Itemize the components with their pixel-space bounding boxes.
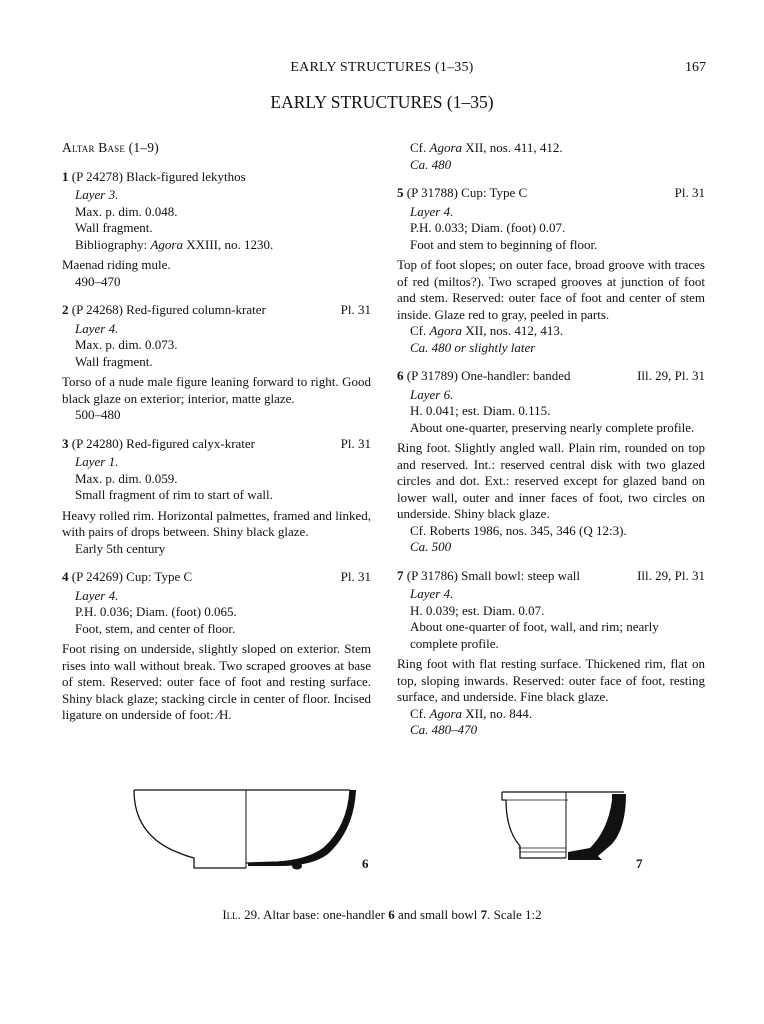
entry-plate: Ill. 29, Pl. 31 xyxy=(637,368,705,383)
entry-layer: Layer 1. xyxy=(75,454,119,469)
catalog-entry-5 xyxy=(397,185,705,356)
entry-inventory: (P 24269) xyxy=(71,569,123,584)
entry-inventory: (P 24278) xyxy=(71,168,123,184)
caption-mid: and small bowl xyxy=(394,907,481,922)
entry-date: 500–480 xyxy=(75,407,121,422)
page-number: 167 xyxy=(685,60,706,75)
biblio-ref: XXIII, no. 1230. xyxy=(182,236,274,252)
entry-inventory: (P 24268) xyxy=(71,302,123,317)
entry-number: 2 xyxy=(62,302,69,317)
left-column xyxy=(62,140,371,736)
entry-layer: Layer 4. xyxy=(75,320,119,336)
entry-title xyxy=(62,569,192,586)
entry-head xyxy=(62,302,371,319)
entry-head xyxy=(397,185,705,202)
entry-type: Red-figured column-krater xyxy=(126,302,266,317)
entry-layer: Layer 4. xyxy=(410,586,454,601)
entry-cf xyxy=(397,706,705,723)
entry-inventory: (P 24280) xyxy=(71,435,123,451)
entry-bibliography xyxy=(62,237,371,254)
caption-ref-7: 7 xyxy=(480,907,488,922)
entry-plate: Ill. 29, Pl. 31 xyxy=(637,567,705,583)
entry-plate: Pl. 31 xyxy=(340,435,371,451)
entry-4-continuation xyxy=(397,140,705,173)
cf-series: Agora xyxy=(429,323,462,338)
entry-type: Cup: Type C xyxy=(126,569,193,584)
running-title: EARLY STRUCTURES (1–35) xyxy=(290,60,474,75)
entry-preservation: Wall fragment. xyxy=(75,220,153,235)
entry-title xyxy=(62,436,255,453)
entry-dimensions: P.H. 0.036; Diam. (foot) 0.065. xyxy=(75,604,237,619)
chapter-title: EARLY STRUCTURES (1–35) xyxy=(270,92,494,112)
caption-end: . Scale 1:2 xyxy=(487,907,542,922)
cf-ref: XII, no. 844. xyxy=(462,705,533,721)
cf-series: Agora xyxy=(429,705,462,721)
continuation-date: Ca. 480 xyxy=(410,156,452,172)
entry-preservation: Small fragment of rim to start of wall. xyxy=(75,487,273,502)
entry-dimensions: Max. p. dim. 0.073. xyxy=(75,337,178,352)
figure-label-7: 7 xyxy=(636,856,643,871)
entry-preservation: Foot and stem to beginning of floor. xyxy=(410,236,598,252)
running-head xyxy=(0,60,764,80)
entry-cf xyxy=(397,323,705,340)
entry-number: 7 xyxy=(397,567,404,583)
entry-date: Ca. 480–470 xyxy=(410,722,478,737)
entry-number: 6 xyxy=(397,368,404,383)
entry-title xyxy=(397,185,527,202)
catalog-entry-1 xyxy=(62,169,371,291)
caption-ill-number: Ill. 29. xyxy=(222,907,261,922)
entry-date: Ca. 480 or slightly later xyxy=(410,339,536,355)
entry-dimensions: P.H. 0.033; Diam. (foot) 0.07. xyxy=(410,220,566,235)
entry-head xyxy=(62,169,371,186)
entry-type: Red-figured calyx-krater xyxy=(126,435,256,451)
entry-inventory: (P 31788) xyxy=(406,185,458,200)
entry-title xyxy=(397,368,571,385)
entry-head xyxy=(62,569,371,586)
entry-preservation: About one-quarter, preserving nearly complete profile. xyxy=(410,419,695,435)
one-handler-profile-drawing xyxy=(128,786,368,870)
cf-ref: Cf. Roberts 1986, nos. 345, 346 (Q 12:3). xyxy=(410,522,627,538)
cf-ref: XII, nos. 411, 412. xyxy=(462,140,563,155)
entry-description: Top of foot slopes; on outer face, broad groove with traces of red (miltos?). Two scraped grooves at junction of foot and stem. Reserved: outer face of foot and center of stem inside. Glaze red to gray, peeled in parts. xyxy=(397,257,705,322)
entry-layer: Layer 3. xyxy=(75,187,119,202)
cf-series: Agora xyxy=(429,140,462,155)
catalog-entry-4 xyxy=(62,569,371,724)
entry-layer: Layer 4. xyxy=(410,203,454,219)
entry-layer: Layer 4. xyxy=(75,587,119,603)
figure-label-6: 6 xyxy=(362,856,369,871)
entry-description: Maenad riding mule. xyxy=(62,257,171,272)
entry-type: Black-figured lekythos xyxy=(126,168,246,184)
entry-title xyxy=(62,302,266,319)
entry-description: Torso of a nude male figure leaning forward to right. Good black glaze on exterior; interior, matte glaze. xyxy=(62,374,371,406)
cf-prefix: Cf. xyxy=(410,140,430,155)
entry-title xyxy=(62,169,246,186)
small-bowl-profile-drawing xyxy=(494,786,638,876)
entry-inventory: (P 31789) xyxy=(406,368,458,383)
catalog-entry-7 xyxy=(397,568,705,739)
entry-title xyxy=(397,568,580,585)
catalog-entry-3 xyxy=(62,436,371,558)
entry-head xyxy=(397,568,705,585)
entry-inventory: (P 31786) xyxy=(406,567,458,583)
entry-description: Heavy rolled rim. Horizontal palmettes, framed and linked, with pairs of drops between. Shiny black glaze. xyxy=(62,507,371,539)
cf-prefix: Cf. xyxy=(410,705,430,721)
entry-date: 490–470 xyxy=(75,273,121,289)
entry-number: 5 xyxy=(397,185,404,200)
figure-caption xyxy=(0,907,764,923)
cf-prefix: Cf. xyxy=(410,323,430,338)
catalog-entry-2 xyxy=(62,302,371,424)
entry-preservation: About one-quarter of foot, wall, and rim; nearly complete profile. xyxy=(410,619,659,651)
entry-preservation: Foot, stem, and center of floor. xyxy=(75,620,236,636)
biblio-series: Agora xyxy=(150,236,183,252)
entry-plate: Pl. 31 xyxy=(674,185,705,200)
catalog-entry-6 xyxy=(397,368,705,556)
entry-preservation: Wall fragment. xyxy=(75,353,153,369)
entry-date: Ca. 500 xyxy=(410,539,452,554)
entry-cf xyxy=(397,523,705,540)
entry-dimensions: H. 0.039; est. Diam. 0.07. xyxy=(410,602,545,618)
continuation-cf xyxy=(397,140,705,157)
entry-dimensions: Max. p. dim. 0.048. xyxy=(75,203,178,219)
entry-head xyxy=(62,436,371,453)
entry-dimensions: H. 0.041; est. Diam. 0.115. xyxy=(410,403,551,418)
entry-number: 4 xyxy=(62,569,69,584)
biblio-prefix: Bibliography: xyxy=(75,236,151,252)
figure-illustration xyxy=(0,780,764,880)
entry-date: Early 5th century xyxy=(75,540,166,556)
caption-text: Altar base: one-handler xyxy=(260,907,389,922)
cf-ref: XII, nos. 412, 413. xyxy=(462,323,564,338)
entry-number: 3 xyxy=(62,435,69,451)
entry-description: Ring foot with flat resting surface. Thickened rim, flat on top, sloping inwards. Reserved: outer face of foot, resting surface, and underside. Fine black glaze. xyxy=(397,656,705,704)
entry-head xyxy=(397,368,705,385)
entry-dimensions: Max. p. dim. 0.059. xyxy=(75,470,178,486)
entry-type: One-handler: banded xyxy=(461,368,571,383)
entry-layer: Layer 6. xyxy=(410,386,454,402)
section-heading: Altar Base (1–9) xyxy=(62,140,159,155)
entry-description: Ring foot. Slightly angled wall. Plain rim, rounded on top and reserved. Int.: reserved central disk with two glazed circles and dot. Ext.: reserved except for glazed band on lower wall, outer and inner faces of foot, two circles on underside. Shiny black glaze. xyxy=(397,440,705,521)
entry-type: Small bowl: steep wall xyxy=(461,567,580,583)
caption-ref-6: 6 xyxy=(388,907,395,922)
entry-type: Cup: Type C xyxy=(461,185,528,200)
entry-plate: Pl. 31 xyxy=(340,302,371,317)
entry-number: 1 xyxy=(62,168,69,184)
entry-plate: Pl. 31 xyxy=(340,569,371,584)
entry-description: Foot rising on underside, slightly sloped on exterior. Stem rises into wall without break. Two scraped grooves at base of stem. Reserved: outer face of foot and resting surface. Shiny black glaze; stacking circle in center of floor. Incised ligature on underside of foot: ⁄H. xyxy=(62,641,371,722)
right-column xyxy=(397,140,705,751)
